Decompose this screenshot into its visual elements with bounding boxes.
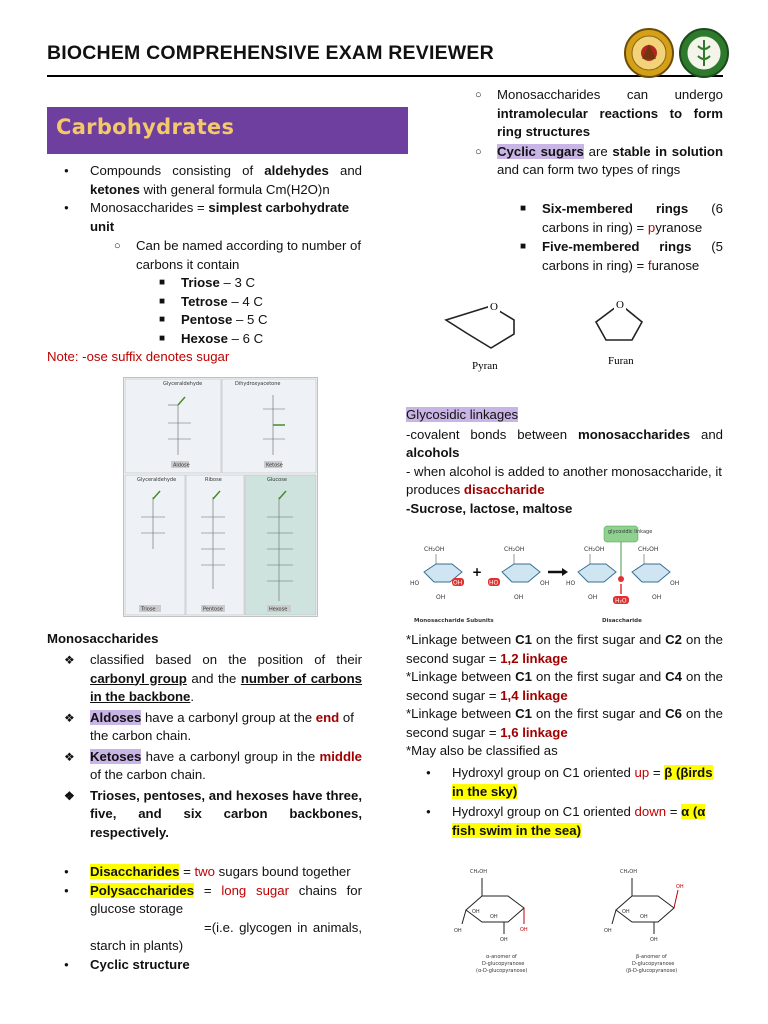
ch2oh-label-1: CH₂OH: [424, 546, 445, 553]
list-item: ● Disaccharides = two sugars bound together: [90, 863, 362, 882]
carbon-count-list: [181, 274, 361, 348]
triose-label: Triose: [141, 606, 156, 613]
disaccharide-figure: [406, 524, 678, 628]
alpha-oh-4: OH: [500, 937, 508, 943]
page-title: BIOCHEM COMPREHENSIVE EXAM REVIEWER: [47, 42, 494, 64]
linkage-rules: [406, 631, 723, 761]
glycosidic-section: [406, 406, 723, 518]
alpha-oh-3: OH: [454, 928, 462, 934]
carbohydrates-heading: Carbohydrates: [56, 115, 235, 139]
cyclization-points: [497, 86, 723, 180]
disaccharide-label: Disaccharide: [602, 618, 642, 624]
oh-reactive-1: OH: [453, 579, 463, 587]
carbohydrate-bullets: [90, 162, 362, 236]
ring-types: [542, 200, 723, 275]
ho-label-1: HO: [410, 580, 420, 587]
glycosidic-linkage-label: glycosidic linkage: [608, 529, 653, 535]
pyran-oxygen: O: [490, 301, 498, 313]
monosaccharides-heading: Monosaccharides: [47, 631, 159, 646]
list-item: ■ Six-membered rings (6 carbons in ring) = pyranose: [542, 200, 723, 237]
list-item: ■ Triose – 3 C: [181, 274, 361, 293]
dihydroxyacetone-label: Dihydroxyacetone: [235, 381, 281, 387]
pentose-label: Pentose: [203, 606, 223, 613]
subunits-label: Monosaccharide Subunits: [414, 618, 494, 624]
carbohydrates-banner: [47, 107, 408, 154]
school-logos: [622, 26, 732, 80]
alpha-c1-oh: OH: [520, 927, 528, 933]
alpha-oh-1: OH: [472, 909, 480, 915]
alpha-caption-3: (α-D-glucopyranose): [476, 968, 528, 974]
beta-ch2oh: CH₂OH: [620, 869, 637, 875]
glyceraldehyde-label: Glyceraldehyde: [163, 381, 203, 387]
list-item: ● Compounds consisting of aldehydes and ketones with general formula Cm(H2O)n: [90, 162, 362, 199]
alpha-ch2oh: CH₂OH: [470, 869, 487, 875]
alpha-anomer: [462, 878, 524, 934]
college-seal-icon: [680, 29, 728, 77]
list-item: ■ Five-membered rings (5 carbons in ring) = furanose: [542, 238, 723, 275]
glucose-label: Glucose: [267, 477, 287, 483]
glycosidic-definition: -covalent bonds between monosaccharides and alcohols: [406, 426, 723, 460]
beta-caption-3: (β-D-glucopyranose): [626, 968, 678, 974]
disaccharide-examples: -Sucrose, lactose, maltose: [406, 500, 573, 516]
list-item: ■ Pentose – 5 C: [181, 311, 361, 330]
list-item: ❖ Trioses, pentoses, and hexoses have three, five, and six carbon backbones, respectively.: [90, 787, 362, 843]
linkage-1-6: *Linkage between C1 on the first sugar and C6 on the second sugar = 1,6 linkage: [406, 706, 723, 740]
list-item: ○ Monosaccharides can undergo intramolecular reactions to form ring structures: [497, 86, 723, 142]
beta-oh-4: OH: [650, 937, 658, 943]
plus-sign: +: [472, 565, 483, 579]
list-item: ❖ Aldoses have a carbonyl group at the end of the carbon chain.: [90, 709, 362, 746]
water-label: H₂O: [615, 597, 627, 605]
oh-label-6: OH: [588, 594, 598, 601]
list-item: ● Hydroxyl group on C1 oriented up = β (βirds in the sky): [452, 764, 723, 801]
list-item: ● Monosaccharides = simplest carbohydrate unit: [90, 199, 362, 236]
beta-oh-1: OH: [622, 909, 630, 915]
ch2oh-label-4: CH₂OH: [638, 546, 659, 553]
list-item: ■ Hexose – 6 C: [181, 330, 361, 349]
glycosidic-heading: Glycosidic linkages: [406, 407, 519, 422]
oh-label-2: OH: [540, 580, 550, 587]
monosaccharide-points: [90, 651, 362, 842]
ribose-label: Ribose: [205, 477, 222, 483]
ho-label-5: HO: [566, 580, 576, 587]
ch2oh-label-2: CH₂OH: [504, 546, 525, 553]
list-item: ● Cyclic structure: [90, 956, 362, 975]
list-item: ● Polysaccharides = long sugar chains for glucose storage: [90, 882, 362, 919]
anomer-points: [452, 764, 723, 840]
list-item: ❖ classified based on the position of their carbonyl group and the number of carbons in the backbone.: [90, 651, 362, 707]
linkage-1-4: *Linkage between C1 on the first sugar and C4 on the second sugar = 1,4 linkage: [406, 669, 723, 703]
anomers-figure: [438, 862, 718, 978]
oh-label-4: OH: [514, 594, 524, 601]
glyceraldehyde-label-2: Glyceraldehyde: [137, 477, 177, 483]
alpha-caption-2: D-glucopyranose: [482, 961, 525, 967]
pyran-furan-figure: [436, 290, 686, 376]
list-item: ● Hydroxyl group on C1 oriented down = α (α fish swim in the sea): [452, 803, 723, 840]
alpha-caption-1: α-anomer of: [486, 954, 517, 960]
beta-anomer: [612, 878, 678, 934]
reaction-arrow-icon: [548, 568, 568, 576]
alpha-oh-2: OH: [490, 914, 498, 920]
naming-subpoint: [136, 237, 362, 274]
furan-oxygen: O: [616, 299, 624, 311]
list-item: ❖ Ketoses have a carbonyl group in the middle of the carbon chain.: [90, 748, 362, 785]
polysaccharide-examples: =(i.e. glycogen in animals, starch in plants): [90, 919, 362, 953]
classification-note: *May also be classified as: [406, 743, 558, 758]
beta-oh-2: OH: [640, 914, 648, 920]
list-item: ○ Can be named according to number of carbons it contain: [136, 237, 362, 274]
ketose-label: Ketose: [266, 462, 283, 469]
university-seal-icon: [625, 29, 673, 77]
oh-label-3: OH: [436, 594, 446, 601]
linkage-1-2: *Linkage between C1 on the first sugar and C2 on the second sugar = 1,2 linkage: [406, 632, 723, 666]
pyran-label: Pyran: [472, 360, 498, 372]
beta-c1-oh: OH: [676, 884, 684, 890]
oh-label-5: OH: [670, 580, 680, 587]
beta-oh-3: OH: [604, 928, 612, 934]
hexose-label: Hexose: [269, 606, 288, 613]
list-item: ■ Tetrose – 4 C: [181, 293, 361, 312]
aldose-label: Aldose: [173, 462, 190, 469]
saccharide-types: [90, 863, 362, 974]
list-item: ○ Cyclic sugars are stable in solution and can form two types of rings: [497, 143, 723, 180]
beta-caption-2: D-glucopyranose: [632, 961, 675, 967]
suffix-note: Note: -ose suffix denotes sugar: [47, 349, 230, 364]
ho-reactive-2: HO: [489, 579, 499, 587]
furan-label: Furan: [608, 355, 634, 367]
pyran-ring: [446, 306, 514, 348]
sugar-structures-figure: [123, 377, 318, 617]
oh-label-7: OH: [652, 594, 662, 601]
beta-caption-1: β-anomer of: [636, 954, 667, 960]
glycosidic-note: - when alcohol is added to another monosaccharide, it produces disaccharide: [406, 463, 722, 497]
ch2oh-label-3: CH₂OH: [584, 546, 605, 553]
